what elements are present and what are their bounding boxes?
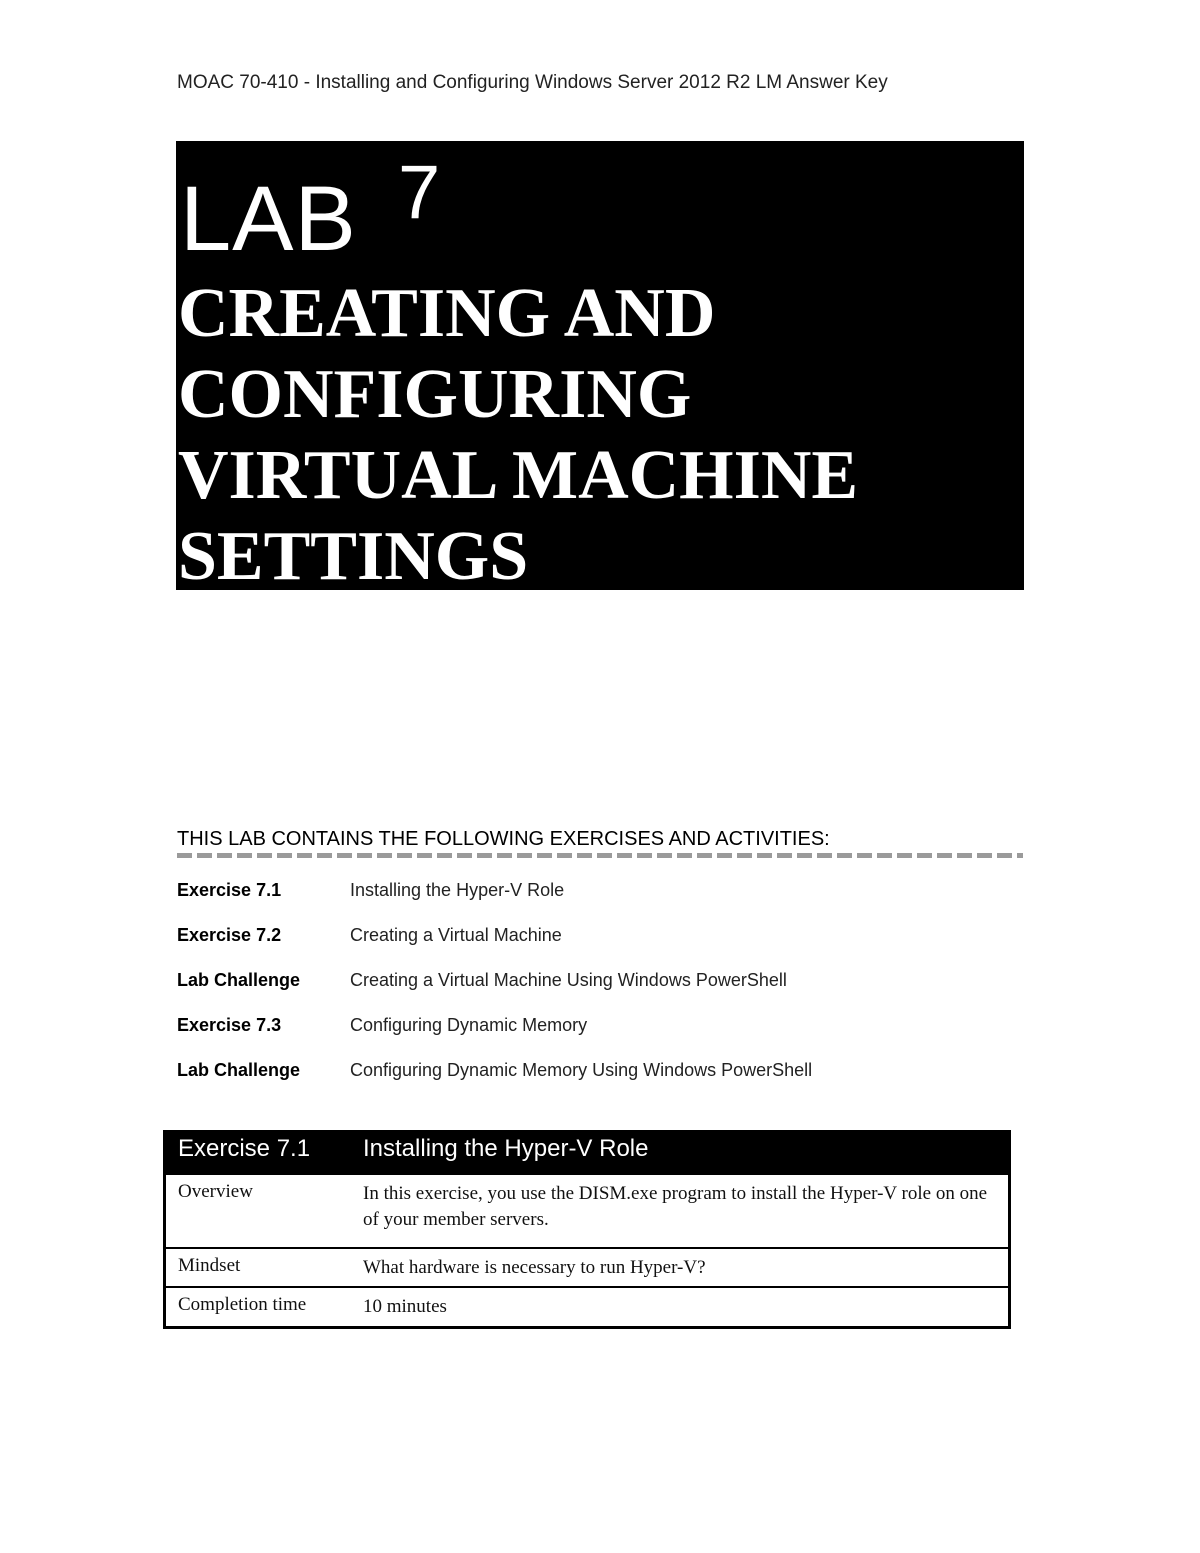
exercise-name: Creating a Virtual Machine	[350, 925, 562, 945]
dashed-divider	[177, 853, 1023, 858]
contents-heading: THIS LAB CONTAINS THE FOLLOWING EXERCISES AND ACTIVITIES:	[177, 828, 830, 850]
exercise-id: Exercise 7.3	[177, 1015, 282, 1035]
row-value: What hardware is necessary to run Hyper-V?	[363, 1248, 1010, 1287]
exercise-id: Lab Challenge	[177, 1060, 301, 1080]
exercise-name: Creating a Virtual Machine Using Windows PowerShell	[350, 970, 787, 990]
exercise-name: Installing the Hyper-V Role	[350, 880, 565, 900]
lab-word: LAB	[180, 168, 357, 270]
lab-number: 7	[398, 150, 441, 235]
exercise-table-header	[165, 1132, 1010, 1175]
exercise-name: Configuring Dynamic Memory Using Windows PowerShell	[350, 1060, 813, 1080]
row-value: In this exercise, you use the DISM.exe program to install the Hyper-V role on one of your member servers.	[363, 1174, 1010, 1248]
list-item	[177, 1060, 1023, 1105]
lab-title-block	[176, 141, 1024, 595]
list-item	[177, 1015, 1023, 1060]
list-item	[177, 925, 1023, 970]
exercise-table	[163, 1130, 1011, 1329]
exercise-table-title: Installing the Hyper-V Role	[363, 1132, 1010, 1175]
row-label: Overview	[165, 1174, 364, 1248]
row-label: Mindset	[165, 1248, 364, 1287]
exercise-id: Lab Challenge	[177, 970, 301, 990]
exercise-list	[177, 880, 1023, 1105]
exercise-table-id: Exercise 7.1	[165, 1132, 364, 1175]
list-item	[177, 880, 1023, 925]
table-row	[165, 1174, 1010, 1248]
table-row	[165, 1248, 1010, 1287]
table-row	[165, 1287, 1010, 1328]
exercise-name: Configuring Dynamic Memory	[350, 1015, 588, 1035]
lab-title: CREATING AND CONFIGURING VIRTUAL MACHINE SETTINGS	[178, 275, 859, 595]
exercise-id: Exercise 7.1	[177, 880, 282, 900]
exercise-id: Exercise 7.2	[177, 925, 282, 945]
row-label: Completion time	[165, 1287, 364, 1328]
row-value: 10 minutes	[363, 1287, 1010, 1328]
page-header: MOAC 70-410 - Installing and Configuring Windows Server 2012 R2 LM Answer Key	[177, 72, 888, 93]
list-item	[177, 970, 1023, 1015]
